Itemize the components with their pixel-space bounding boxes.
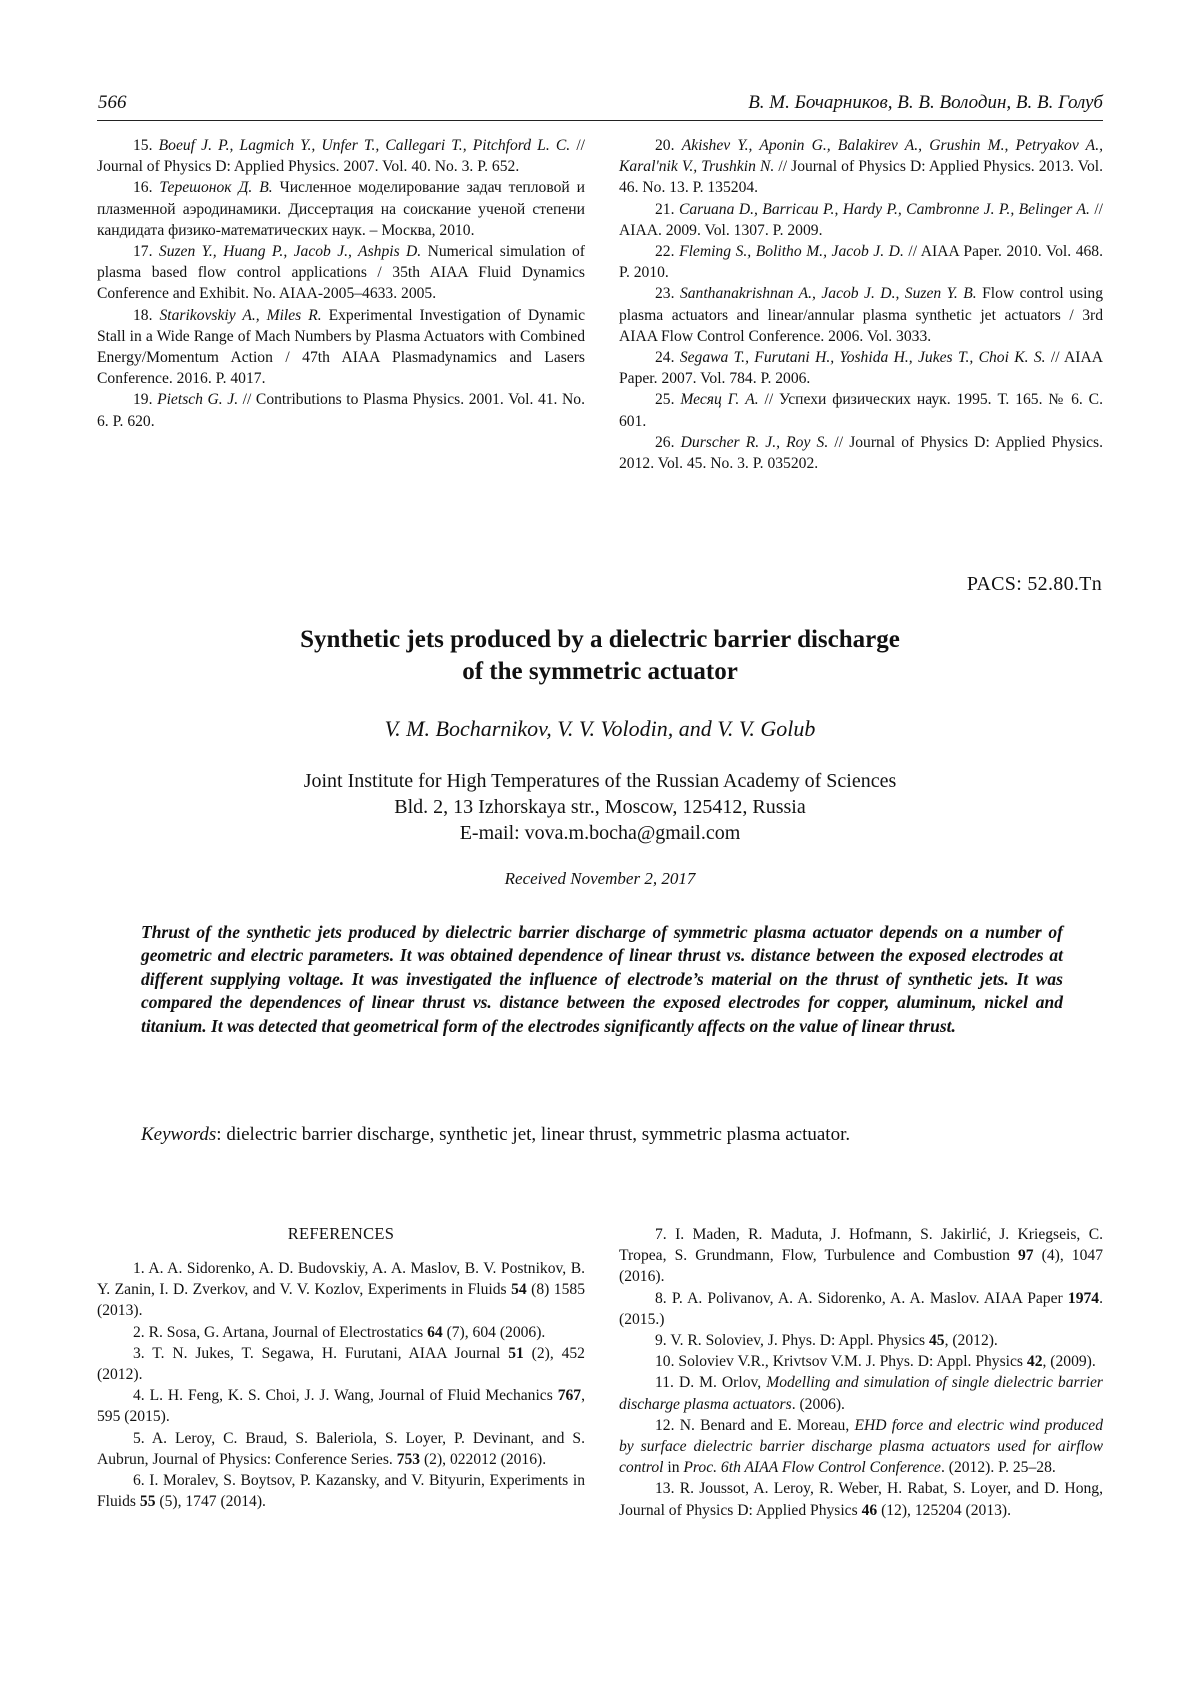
reference-item: 24. Segawa T., Furutani H., Yoshida H., Jukes T., Choi K. S. // AIAA Paper. 2007. Vol. 784. P. 2006. xyxy=(619,349,1103,388)
reference-item: 7. I. Maden, R. Maduta, J. Hofmann, S. Jakirlić, J. Kriegseis, C. Tropea, S. Grundmann, Flow, Turbulence and Combustion 97 (4), 1047 (2016). xyxy=(619,1226,1103,1286)
reference-item: 18. Starikovskiy A., Miles R. Experimental Investigation of Dynamic Stall in a Wide Range of Mach Numbers by Plasma Actuators with Combined Energy/Momentum Action / 47th AIAA Plasmadynamics and Lasers Conference. 2016. P. 4017. xyxy=(97,306,585,388)
affiliation xyxy=(0,768,1200,846)
reference-item: 12. N. Benard and E. Moreau, EHD force and electric wind produced by surface dielectric barrier discharge plasma actuators used for airflow control in Proc. 6th AIAA Flow Control Conference. (2012). P. 25–28. xyxy=(619,1416,1103,1477)
references-right xyxy=(619,1224,1103,1521)
reference-item: 22. Fleming S., Bolitho M., Jacob J. D. // AIAA Paper. 2010. Vol. 468. P. 2010. xyxy=(619,243,1103,282)
affiliation-email: E-mail: vova.m.bocha@gmail.com xyxy=(459,822,741,844)
page-number: 566 xyxy=(98,92,127,113)
reference-item: 15. Boeuf J. P., Lagmich Y., Unfer T., Callegari T., Pitchford L. C. // Journal of Physics D: Applied Physics. 2007. Vol. 40. No. 3. P. 652. xyxy=(97,137,585,176)
reference-item: 2. R. Sosa, G. Artana, Journal of Electrostatics 64 (7), 604 (2006). xyxy=(133,1323,546,1341)
reference-item: 1. A. A. Sidorenko, A. D. Budovskiy, A. A. Maslov, B. V. Postnikov, B. Y. Zanin, I. D. Zverkov, and V. V. Kozlov, Experiments in Fluids 54 (8) 1585 (2013). xyxy=(97,1260,585,1320)
reference-item: 3. T. N. Jukes, T. Segawa, H. Furutani, AIAA Journal 51 (2), 452 (2012). xyxy=(97,1344,585,1384)
reference-item: 21. Caruana D., Barricau P., Hardy P., Cambronne J. P., Belinger A. // AIAA. 2009. Vol. 1307. P. 2009. xyxy=(619,200,1103,239)
running-header-authors: В. М. Бочарников, В. В. Володин, В. В. Голуб xyxy=(748,92,1103,113)
affiliation-address: Bld. 2, 13 Izhorskaya str., Moscow, 125412, Russia xyxy=(394,796,806,818)
keywords-label: Keywords xyxy=(141,1124,217,1145)
affiliation-institute: Joint Institute for High Temperatures of the Russian Academy of Sciences xyxy=(303,770,897,792)
references-heading: REFERENCES xyxy=(287,1224,395,1243)
keywords xyxy=(141,1124,1071,1146)
reference-item: 19. Pietsch G. J. // Contributions to Plasma Physics. 2001. Vol. 41. No. 6. P. 620. xyxy=(97,391,585,430)
reference-item: 11. D. M. Orlov, Modelling and simulation of single dielectric barrier discharge plasma actuators. (2006). xyxy=(619,1374,1103,1413)
reference-item: 20. Akishev Y., Aponin G., Balakirev A., Grushin M., Petryakov A., Karal'nik V., Trushkin N. // Journal of Physics D: Applied Physics. 2013. Vol. 46. No. 13. P. 135204. xyxy=(619,137,1103,197)
reference-item: 16. Терешонок Д. В. Численное моделирование задач тепловой и плазменной аэродинамики. Диссертация на соискание ученой степени кандидата физико-математических наук. – Москва, 2010. xyxy=(97,179,585,239)
keywords-text: : dielectric barrier discharge, synthetic jet, linear thrust, symmetric plasma actuator. xyxy=(216,1124,851,1145)
reference-item: 4. L. H. Feng, K. S. Choi, J. J. Wang, Journal of Fluid Mechanics 767, 595 (2015). xyxy=(97,1387,585,1426)
received-date: Received November 2, 2017 xyxy=(504,869,696,888)
previous-references-right xyxy=(619,135,1103,474)
reference-item: 5. A. Leroy, C. Braud, S. Baleriola, S. Loyer, P. Devinant, and S. Aubrun, Journal of Physics: Conference Series. 753 (2), 022012 (2016). xyxy=(97,1429,585,1468)
abstract: Thrust of the synthetic jets produced by dielectric barrier discharge of symmetric plasma actuator depends on a number of geometric and electric parameters. It was obtained dependence of linear thrust vs. distance between the exposed electrodes at different supplying voltage. It was investigated the influence of electrode’s material on the thrust of synthetic jets. It was compared the dependences of linear thrust vs. distance between the exposed electrodes for copper, aluminum, nickel and titanium. It was detected that geometrical form of the electrodes significantly affects on the value of linear thrust. xyxy=(141,922,1063,1036)
previous-references-left xyxy=(97,135,585,432)
reference-item: 23. Santhanakrishnan A., Jacob J. D., Suzen Y. B. Flow control using plasma actuators and linear/annular plasma synthetic jet actuators / 3rd AIAA Flow Control Conference. 2006. Vol. 3033. xyxy=(619,285,1103,345)
reference-item: 13. R. Joussot, A. Leroy, R. Weber, H. Rabat, S. Loyer, and D. Hong, Journal of Physics D: Applied Physics 46 (12), 125204 (2013). xyxy=(619,1480,1103,1519)
reference-item: 17. Suzen Y., Huang P., Jacob J., Ashpis D. Numerical simulation of plasma based flow control applications / 35th AIAA Fluid Dynamics Conference and Exhibit. No. AIAA-2005–4633. 2005. xyxy=(97,243,585,303)
reference-item: 10. Soloviev V.R., Krivtsov V.M. J. Phys. D: Appl. Physics 42, (2009). xyxy=(655,1353,1096,1371)
article-authors: V. M. Bocharnikov, V. V. Volodin, and V. V. Golub xyxy=(384,716,816,741)
article-title xyxy=(0,624,1200,688)
reference-item: 26. Durscher R. J., Roy S. // Journal of Physics D: Applied Physics. 2012. Vol. 45. No. 3. P. 035202. xyxy=(619,433,1103,473)
reference-item: 8. P. A. Polivanov, A. A. Sidorenko, A. A. Maslov. AIAA Paper 1974. (2015.) xyxy=(619,1289,1103,1328)
pacs-code: PACS: 52.80.Tn xyxy=(966,573,1102,595)
reference-item: 6. I. Moralev, S. Boytsov, P. Kazansky, and V. Bityurin, Experiments in Fluids 55 (5), 1747 (2014). xyxy=(97,1472,585,1511)
reference-item: 25. Месяц Г. А. // Успехи физических наук. 1995. Т. 165. № 6. С. 601. xyxy=(619,391,1103,430)
references-left xyxy=(97,1258,585,1512)
title-line: of the symmetric actuator xyxy=(462,658,738,685)
reference-item: 9. V. R. Soloviev, J. Phys. D: Appl. Physics 45, (2012). xyxy=(655,1332,998,1350)
header-rule xyxy=(97,120,1103,121)
title-line: Synthetic jets produced by a dielectric barrier discharge xyxy=(300,626,900,653)
